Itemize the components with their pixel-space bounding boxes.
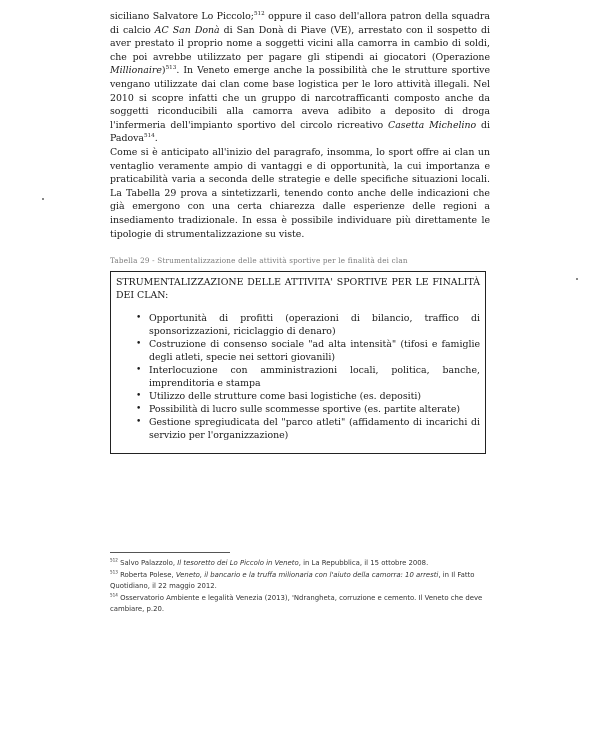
bullet-icon: • bbox=[136, 313, 142, 323]
footnote-ref-514[interactable]: 514 bbox=[144, 133, 155, 140]
scan-speck bbox=[576, 278, 578, 280]
bullet-icon: • bbox=[136, 365, 142, 375]
text-run: . bbox=[154, 133, 158, 145]
footnote-512 bbox=[110, 558, 490, 570]
bullet-icon: • bbox=[136, 417, 142, 427]
footnote-number: 514 bbox=[110, 592, 118, 598]
bullet-icon: • bbox=[136, 339, 142, 349]
footnote-divider bbox=[110, 552, 230, 553]
text-run: di Padova bbox=[110, 119, 490, 145]
footnote-title: Veneto, il bancario e la truffa milionaria con l'aiuto della camorra: 10 arresti bbox=[175, 570, 439, 579]
text-run: ) bbox=[161, 65, 166, 77]
table-item-list bbox=[116, 312, 480, 442]
list-item-text: Interlocuzione con amministrazioni locali, politica, banche, imprenditoria e stampa bbox=[149, 365, 480, 389]
bullet-icon: • bbox=[136, 404, 142, 414]
list-item bbox=[136, 364, 480, 390]
list-item-text: Gestione spregiudicata del "parco atleti" (affidamento di incarichi di servizio per l'organizzazione) bbox=[149, 417, 480, 441]
table-caption bbox=[110, 256, 500, 265]
list-item bbox=[136, 312, 480, 338]
list-item-text: Utilizzo delle strutture come basi logistiche (es. depositi) bbox=[149, 391, 422, 402]
footnote-number: 512 bbox=[110, 557, 118, 563]
footnote-text: , in La Repubblica, il 15 ottobre 2008. bbox=[298, 559, 429, 567]
footnotes bbox=[110, 558, 490, 616]
paragraph-1 bbox=[110, 10, 490, 146]
list-item bbox=[136, 390, 480, 403]
list-item-text: Opportunità di profitti (operazioni di bilancio, traffico di sponsorizzazioni, riciclaggio di denaro) bbox=[149, 313, 480, 337]
body-text bbox=[110, 10, 490, 241]
italic-circle-name: Casetta Michelino bbox=[388, 119, 477, 131]
list-item bbox=[136, 338, 480, 364]
caption-text: Tabella 29 - Strumentalizzazione delle attività sportive per le finalità dei clan bbox=[110, 256, 408, 265]
list-item-text: Costruzione di consenso sociale "ad alta intensità" (tifosi e famiglie degli atleti, specie nei settori giovanili) bbox=[149, 339, 480, 363]
footnote-text: Salvo Palazzolo, bbox=[117, 559, 178, 567]
footnote-title: Il tesoretto dei Lo Piccolo in Veneto bbox=[177, 559, 299, 567]
text-run: . In Veneto emerge anche la possibilità che le strutture sportive vengano utilizzate dai clan come base logistica per le loro attività illegali. Nel 2010 si scopre infatti che un gruppo di narcotrafficanti composto anche da soggetti riconducibili alla camorra aveva adibito a deposito di droga l'infermeria dell'impianto sportivo del circolo ricreativo bbox=[110, 65, 490, 131]
list-item bbox=[136, 416, 480, 442]
scan-speck bbox=[42, 198, 44, 200]
table-title: STRUMENTALIZZAZIONE DELLE ATTIVITA' SPORTIVE PER LE FINALITÀ DEI CLAN: bbox=[116, 277, 480, 301]
text-run: di San Donà di Piave (VE), arrestato con il sospetto di aver prestato il proprio nome a soggetti vicini alla camorra in cambio di soldi, che poi avrebbe utilizzato per pagare gli stipendi ai giocatori (Operazione bbox=[110, 24, 490, 63]
text-run: siciliano Salvatore Lo Piccolo; bbox=[110, 11, 254, 22]
footnote-ref-512[interactable]: 512 bbox=[253, 10, 265, 17]
table-29-box bbox=[110, 271, 486, 454]
footnote-text: , in Il Fatto Quotidiano, il 22 maggio 2012. bbox=[110, 570, 475, 590]
footnote-ref-513[interactable]: 513 bbox=[165, 65, 177, 72]
bullet-icon: • bbox=[136, 391, 142, 401]
paragraph-2: Come si è anticipato all'inizio del paragrafo, insomma, lo sport offre ai clan un ventaglio veramente ampio di vantaggi e di opportunità, la cui importanza e praticabilità varia a seconda delle strategie e delle specifiche situazioni locali. La Tabella 29 prova a sintetizzarli, tenendo conto anche delle indicazioni che già emergono con una certa chiarezza dalle esperienze delle regioni a insediamento tradizionale. In essa è possibile individuare più direttamente le tipologie di strumentalizzazione su viste. bbox=[110, 146, 490, 240]
footnote-text: Osservatorio Ambiente e legalità Venezia (2013), 'Ndrangheta, corruzione e cemento. Il Veneto che deve cambiare, p.20. bbox=[110, 593, 483, 613]
footnote-514 bbox=[110, 593, 490, 616]
list-item-text: Possibilità di lucro sulle scommesse sportive (es. partite alterate) bbox=[149, 404, 461, 415]
footnote-text: Roberta Polese, bbox=[117, 570, 176, 579]
footnote-number: 513 bbox=[110, 569, 118, 575]
italic-operation-name: Millionaire bbox=[110, 65, 162, 77]
italic-club-name: AC San Donà bbox=[154, 24, 220, 36]
text-run: oppure il caso dell'allora patron della squadra di calcio bbox=[110, 11, 490, 36]
footnote-513 bbox=[110, 570, 490, 593]
list-item bbox=[136, 403, 480, 416]
